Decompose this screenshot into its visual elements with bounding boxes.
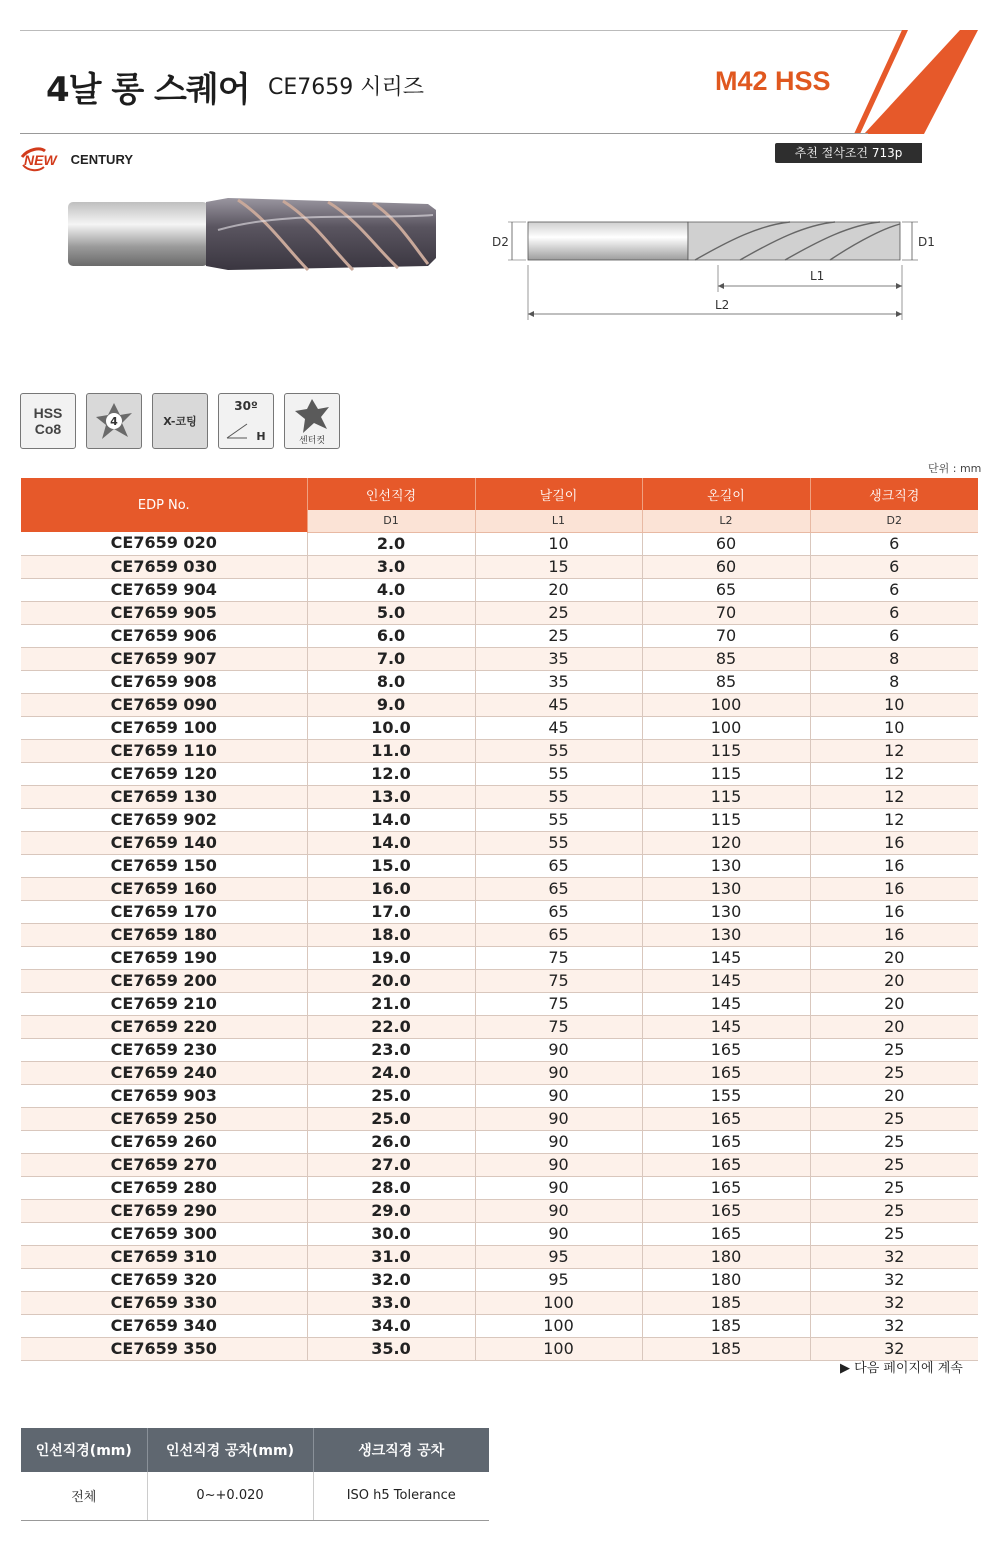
edp-cell: CE7659 020	[21, 532, 307, 555]
edp-cell: CE7659 903	[21, 1084, 307, 1107]
d1-cell: 35.0	[307, 1337, 475, 1360]
label-d1: D1	[918, 235, 935, 249]
d2-cell: 25	[810, 1061, 978, 1084]
l1-cell: 35	[475, 647, 642, 670]
table-row	[21, 1268, 978, 1291]
table-row	[21, 992, 978, 1015]
edp-cell: CE7659 310	[21, 1245, 307, 1268]
l1-cell: 65	[475, 900, 642, 923]
l1-cell: 100	[475, 1337, 642, 1360]
table-row	[21, 1199, 978, 1222]
flute-count: 4	[110, 415, 118, 428]
l1-cell: 100	[475, 1314, 642, 1337]
d2-cell: 6	[810, 578, 978, 601]
col-shank-diameter: 생크직경	[810, 478, 978, 510]
table-row	[21, 555, 978, 578]
l2-cell: 100	[642, 716, 810, 739]
header-top-rule	[20, 30, 905, 31]
edp-cell: CE7659 090	[21, 693, 307, 716]
l2-cell: 145	[642, 1015, 810, 1038]
sub-l1: L1	[475, 510, 642, 532]
d1-cell: 20.0	[307, 969, 475, 992]
l2-cell: 130	[642, 854, 810, 877]
l1-cell: 45	[475, 693, 642, 716]
table-row	[21, 1084, 978, 1107]
table-row	[21, 578, 978, 601]
d1-cell: 31.0	[307, 1245, 475, 1268]
edp-cell: CE7659 140	[21, 831, 307, 854]
header-rule	[20, 133, 868, 134]
d2-cell: 16	[810, 831, 978, 854]
d1-cell: 15.0	[307, 854, 475, 877]
l2-cell: 185	[642, 1337, 810, 1360]
edp-cell: CE7659 100	[21, 716, 307, 739]
tolerance-header-row	[21, 1428, 489, 1472]
table-row	[21, 854, 978, 877]
d1-cell: 32.0	[307, 1268, 475, 1291]
edp-cell: CE7659 340	[21, 1314, 307, 1337]
d2-cell: 16	[810, 854, 978, 877]
d2-cell: 6	[810, 532, 978, 555]
edp-cell: CE7659 170	[21, 900, 307, 923]
label-l1: L1	[810, 269, 825, 283]
l1-cell: 75	[475, 946, 642, 969]
l2-cell: 115	[642, 785, 810, 808]
l2-cell: 120	[642, 831, 810, 854]
table-row	[21, 670, 978, 693]
edp-cell: CE7659 200	[21, 969, 307, 992]
l1-cell: 75	[475, 1015, 642, 1038]
table-row	[21, 601, 978, 624]
material-label: M42 HSS	[715, 66, 831, 96]
d2-cell: 25	[810, 1038, 978, 1061]
cutting-condition-badge[interactable]: 추천 절삭조건 713p	[775, 143, 922, 163]
d2-cell: 32	[810, 1291, 978, 1314]
edp-cell: CE7659 290	[21, 1199, 307, 1222]
l1-cell: 45	[475, 716, 642, 739]
col-overall-length: 온길이	[642, 478, 810, 510]
table-row	[21, 739, 978, 762]
l2-cell: 115	[642, 762, 810, 785]
edp-cell: CE7659 240	[21, 1061, 307, 1084]
l2-cell: 165	[642, 1061, 810, 1084]
l1-cell: 90	[475, 1153, 642, 1176]
edp-cell: CE7659 906	[21, 624, 307, 647]
d2-cell: 20	[810, 992, 978, 1015]
table-row	[21, 877, 978, 900]
l2-cell: 130	[642, 900, 810, 923]
center-cut-icon	[284, 393, 340, 449]
tol-col-shank-tol: 생크직경 공차	[313, 1428, 489, 1472]
table-row	[21, 1337, 978, 1360]
col-flute-length: 날길이	[475, 478, 642, 510]
d1-cell: 6.0	[307, 624, 475, 647]
l1-cell: 90	[475, 1107, 642, 1130]
d2-cell: 32	[810, 1245, 978, 1268]
d2-cell: 10	[810, 716, 978, 739]
d1-cell: 19.0	[307, 946, 475, 969]
center-cut-text: 센터컷	[298, 436, 326, 446]
d1-cell: 34.0	[307, 1314, 475, 1337]
l2-cell: 100	[642, 693, 810, 716]
d1-cell: 9.0	[307, 693, 475, 716]
edp-cell: CE7659 902	[21, 808, 307, 831]
table-row	[21, 1245, 978, 1268]
endmill-dimension-drawing	[490, 210, 940, 330]
d2-cell: 16	[810, 923, 978, 946]
d2-cell: 6	[810, 601, 978, 624]
d1-cell: 18.0	[307, 923, 475, 946]
tol-cell: 전체	[21, 1472, 147, 1520]
l2-cell: 165	[642, 1199, 810, 1222]
l1-cell: 25	[475, 624, 642, 647]
sub-d1: D1	[307, 510, 475, 532]
l2-cell: 60	[642, 532, 810, 555]
table-row	[21, 624, 978, 647]
edp-cell: CE7659 270	[21, 1153, 307, 1176]
col-cutting-diameter: 인선직경	[307, 478, 475, 510]
d1-cell: 27.0	[307, 1153, 475, 1176]
d1-cell: 17.0	[307, 900, 475, 923]
l1-cell: 75	[475, 969, 642, 992]
d2-cell: 25	[810, 1130, 978, 1153]
d2-cell: 25	[810, 1222, 978, 1245]
helix-30-icon	[218, 393, 274, 449]
table-row	[21, 808, 978, 831]
d2-cell: 10	[810, 693, 978, 716]
table-row	[21, 946, 978, 969]
label-l2: L2	[715, 298, 730, 312]
table-row	[21, 785, 978, 808]
l2-cell: 165	[642, 1222, 810, 1245]
l2-cell: 155	[642, 1084, 810, 1107]
orange-stripe-decoration	[840, 28, 980, 136]
d2-cell: 20	[810, 1084, 978, 1107]
l2-cell: 85	[642, 647, 810, 670]
table-row	[21, 693, 978, 716]
d1-cell: 24.0	[307, 1061, 475, 1084]
d2-cell: 16	[810, 900, 978, 923]
d1-cell: 26.0	[307, 1130, 475, 1153]
d2-cell: 12	[810, 785, 978, 808]
l1-cell: 95	[475, 1268, 642, 1291]
x-coating-text: X-코팅	[163, 415, 197, 428]
edp-cell: CE7659 320	[21, 1268, 307, 1291]
l1-cell: 90	[475, 1084, 642, 1107]
tol-cell: 0~+0.020	[147, 1472, 313, 1520]
l1-cell: 90	[475, 1199, 642, 1222]
label-d2: D2	[492, 235, 509, 249]
hss-co8-icon	[20, 393, 76, 449]
d2-cell: 25	[810, 1107, 978, 1130]
l1-cell: 90	[475, 1222, 642, 1245]
l1-cell: 15	[475, 555, 642, 578]
edp-cell: CE7659 280	[21, 1176, 307, 1199]
l1-cell: 65	[475, 877, 642, 900]
d2-cell: 25	[810, 1176, 978, 1199]
d1-cell: 3.0	[307, 555, 475, 578]
page-title: 4날 롱 스퀘어	[46, 70, 250, 110]
page-header	[0, 0, 1000, 140]
edp-cell: CE7659 300	[21, 1222, 307, 1245]
l1-cell: 10	[475, 532, 642, 555]
l2-cell: 60	[642, 555, 810, 578]
l1-cell: 55	[475, 831, 642, 854]
table-row	[21, 1130, 978, 1153]
l1-cell: 55	[475, 762, 642, 785]
table-row	[21, 1291, 978, 1314]
l2-cell: 85	[642, 670, 810, 693]
table-row	[21, 1107, 978, 1130]
next-page-note: ▶ 다음 페이지에 계속	[840, 1361, 963, 1376]
l2-cell: 130	[642, 877, 810, 900]
d1-cell: 8.0	[307, 670, 475, 693]
l2-cell: 130	[642, 923, 810, 946]
d2-cell: 12	[810, 808, 978, 831]
edp-cell: CE7659 907	[21, 647, 307, 670]
d2-cell: 6	[810, 555, 978, 578]
d1-cell: 25.0	[307, 1084, 475, 1107]
d2-cell: 8	[810, 670, 978, 693]
table-row	[21, 1222, 978, 1245]
edp-cell: CE7659 180	[21, 923, 307, 946]
unit-label: 단위 : mm	[928, 462, 982, 475]
edp-cell: CE7659 230	[21, 1038, 307, 1061]
d1-cell: 5.0	[307, 601, 475, 624]
tol-col-diameter: 인선직경(mm)	[21, 1428, 147, 1472]
l2-cell: 70	[642, 601, 810, 624]
l2-cell: 180	[642, 1268, 810, 1291]
edp-cell: CE7659 150	[21, 854, 307, 877]
flutes-4-icon	[86, 393, 142, 449]
l1-cell: 95	[475, 1245, 642, 1268]
edp-cell: CE7659 210	[21, 992, 307, 1015]
endmill-photo	[68, 190, 443, 275]
l2-cell: 185	[642, 1314, 810, 1337]
spec-table-body	[21, 532, 978, 1360]
l1-cell: 65	[475, 923, 642, 946]
sub-d2: D2	[810, 510, 978, 532]
table-row	[21, 1153, 978, 1176]
l1-cell: 55	[475, 808, 642, 831]
edp-cell: CE7659 110	[21, 739, 307, 762]
l1-cell: 35	[475, 670, 642, 693]
table-row	[21, 532, 978, 555]
d1-cell: 13.0	[307, 785, 475, 808]
d1-cell: 2.0	[307, 532, 475, 555]
tolerance-table	[21, 1428, 489, 1521]
d1-cell: 12.0	[307, 762, 475, 785]
d1-cell: 30.0	[307, 1222, 475, 1245]
helix-angle: 30º	[234, 399, 258, 413]
tolerance-row	[21, 1472, 489, 1520]
table-row	[21, 923, 978, 946]
table-row	[21, 1015, 978, 1038]
table-row	[21, 762, 978, 785]
l2-cell: 165	[642, 1153, 810, 1176]
d1-cell: 14.0	[307, 808, 475, 831]
d1-cell: 21.0	[307, 992, 475, 1015]
table-row	[21, 969, 978, 992]
l1-cell: 75	[475, 992, 642, 1015]
d1-cell: 14.0	[307, 831, 475, 854]
d2-cell: 6	[810, 624, 978, 647]
d1-cell: 33.0	[307, 1291, 475, 1314]
l2-cell: 165	[642, 1038, 810, 1061]
l1-cell: 90	[475, 1038, 642, 1061]
l1-cell: 90	[475, 1061, 642, 1084]
l1-cell: 100	[475, 1291, 642, 1314]
l2-cell: 65	[642, 578, 810, 601]
table-row	[21, 1061, 978, 1084]
helix-h: H	[256, 430, 266, 443]
edp-cell: CE7659 220	[21, 1015, 307, 1038]
d1-cell: 7.0	[307, 647, 475, 670]
l1-cell: 55	[475, 739, 642, 762]
brand-new: NEW	[24, 152, 57, 168]
table-row	[21, 1038, 978, 1061]
l1-cell: 90	[475, 1176, 642, 1199]
series-title: CE7659 시리즈	[268, 75, 424, 100]
d2-cell: 32	[810, 1314, 978, 1337]
edp-cell: CE7659 905	[21, 601, 307, 624]
table-row	[21, 1176, 978, 1199]
brand-century: CENTURY	[70, 151, 134, 167]
edp-cell: CE7659 120	[21, 762, 307, 785]
l2-cell: 180	[642, 1245, 810, 1268]
table-header-row	[21, 478, 978, 510]
edp-cell: CE7659 030	[21, 555, 307, 578]
l1-cell: 20	[475, 578, 642, 601]
tol-col-diameter-tol: 인선직경 공차(mm)	[147, 1428, 313, 1472]
l2-cell: 145	[642, 946, 810, 969]
d2-cell: 25	[810, 1153, 978, 1176]
l1-cell: 55	[475, 785, 642, 808]
d2-cell: 20	[810, 946, 978, 969]
l2-cell: 185	[642, 1291, 810, 1314]
l1-cell: 25	[475, 601, 642, 624]
d2-cell: 20	[810, 1015, 978, 1038]
table-row	[21, 900, 978, 923]
d1-cell: 10.0	[307, 716, 475, 739]
l2-cell: 145	[642, 992, 810, 1015]
d2-cell: 25	[810, 1199, 978, 1222]
edp-cell: CE7659 130	[21, 785, 307, 808]
l2-cell: 165	[642, 1130, 810, 1153]
d2-cell: 32	[810, 1268, 978, 1291]
edp-cell: CE7659 250	[21, 1107, 307, 1130]
d1-cell: 25.0	[307, 1107, 475, 1130]
edp-cell: CE7659 330	[21, 1291, 307, 1314]
edp-cell: CE7659 904	[21, 578, 307, 601]
table-row	[21, 716, 978, 739]
l1-cell: 65	[475, 854, 642, 877]
d1-cell: 28.0	[307, 1176, 475, 1199]
table-row	[21, 831, 978, 854]
d1-cell: 4.0	[307, 578, 475, 601]
d1-cell: 22.0	[307, 1015, 475, 1038]
edp-cell: CE7659 190	[21, 946, 307, 969]
d2-cell: 8	[810, 647, 978, 670]
l2-cell: 145	[642, 969, 810, 992]
tol-cell: ISO h5 Tolerance	[313, 1472, 489, 1520]
edp-cell: CE7659 350	[21, 1337, 307, 1360]
l2-cell: 115	[642, 739, 810, 762]
sub-l2: L2	[642, 510, 810, 532]
l1-cell: 90	[475, 1130, 642, 1153]
x-coating-icon	[152, 393, 208, 449]
table-row	[21, 1314, 978, 1337]
col-edp: EDP No.	[21, 478, 307, 532]
d2-cell: 32	[810, 1337, 978, 1360]
d1-cell: 23.0	[307, 1038, 475, 1061]
d1-cell: 16.0	[307, 877, 475, 900]
d2-cell: 16	[810, 877, 978, 900]
brand-logo	[20, 145, 133, 173]
edp-cell: CE7659 908	[21, 670, 307, 693]
table-row	[21, 647, 978, 670]
d1-cell: 29.0	[307, 1199, 475, 1222]
spec-table	[21, 478, 978, 1361]
d2-cell: 12	[810, 762, 978, 785]
l2-cell: 165	[642, 1107, 810, 1130]
l2-cell: 115	[642, 808, 810, 831]
hss-text: HSS Co8	[33, 405, 63, 437]
l2-cell: 165	[642, 1176, 810, 1199]
l2-cell: 70	[642, 624, 810, 647]
feature-icons	[20, 393, 340, 449]
d2-cell: 12	[810, 739, 978, 762]
d1-cell: 11.0	[307, 739, 475, 762]
edp-cell: CE7659 160	[21, 877, 307, 900]
d2-cell: 20	[810, 969, 978, 992]
edp-cell: CE7659 260	[21, 1130, 307, 1153]
